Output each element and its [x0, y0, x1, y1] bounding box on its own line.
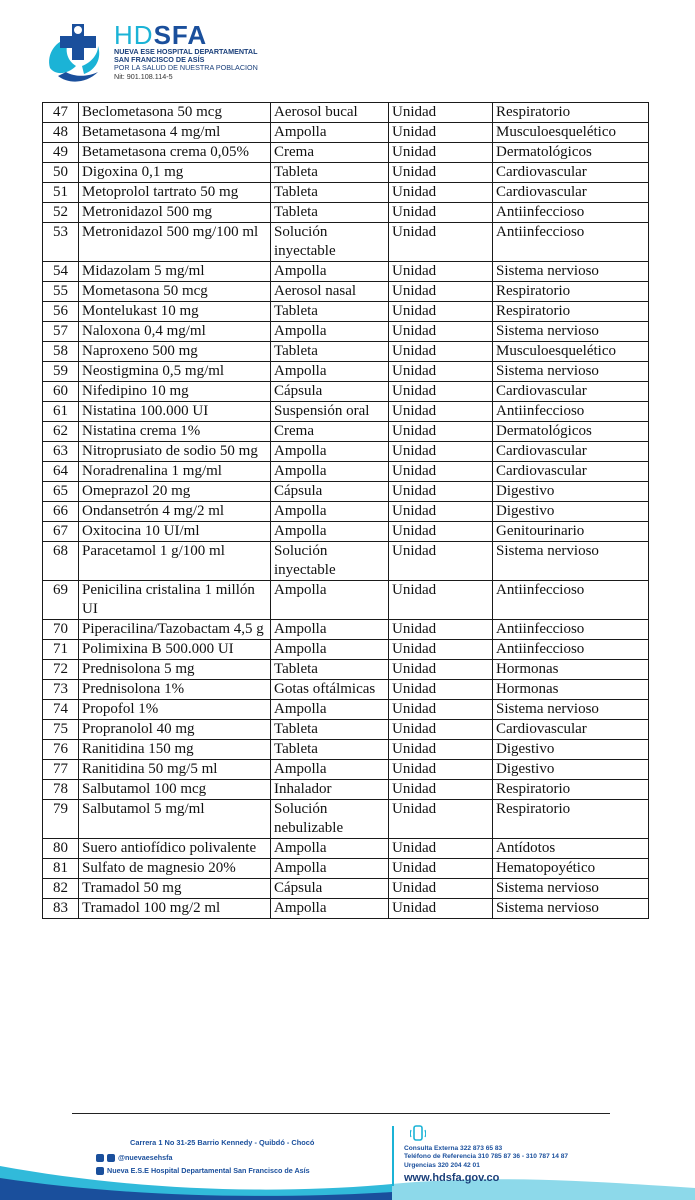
cell-row-number: 53 [43, 223, 79, 262]
cell-medication-name: Ranitidina 50 mg/5 ml [79, 760, 271, 780]
cell-medication-name: Metronidazol 500 mg/100 ml [79, 223, 271, 262]
cell-unit: Unidad [389, 522, 493, 542]
cell-pharmaceutical-form: Ampolla [271, 859, 389, 879]
table-row [43, 302, 649, 322]
table-row [43, 800, 649, 839]
cell-pharmaceutical-form: Crema [271, 143, 389, 163]
cell-therapeutic-group: Musculoesquelético [493, 123, 649, 143]
cell-unit: Unidad [389, 282, 493, 302]
cell-unit: Unidad [389, 482, 493, 502]
cell-unit: Unidad [389, 422, 493, 442]
cell-row-number: 66 [43, 502, 79, 522]
cell-medication-name: Montelukast 10 mg [79, 302, 271, 322]
cell-unit: Unidad [389, 760, 493, 780]
cell-row-number: 81 [43, 859, 79, 879]
cell-unit: Unidad [389, 402, 493, 422]
cell-unit: Unidad [389, 163, 493, 183]
cell-unit: Unidad [389, 839, 493, 859]
cell-unit: Unidad [389, 442, 493, 462]
cell-medication-name: Nitroprusiato de sodio 50 mg [79, 442, 271, 462]
facebook-icon [96, 1167, 104, 1175]
cell-medication-name: Betametasona 4 mg/ml [79, 123, 271, 143]
cell-therapeutic-group: Hormonas [493, 660, 649, 680]
table-row [43, 899, 649, 919]
cell-therapeutic-group: Cardiovascular [493, 382, 649, 402]
cell-therapeutic-group: Sistema nervioso [493, 322, 649, 342]
cell-pharmaceutical-form: Gotas oftálmicas [271, 680, 389, 700]
medication-table [42, 102, 649, 919]
table-row [43, 740, 649, 760]
cell-unit: Unidad [389, 462, 493, 482]
cell-medication-name: Ranitidina 150 mg [79, 740, 271, 760]
brand-name: HDSFA [114, 20, 208, 50]
cell-row-number: 83 [43, 899, 79, 919]
footer-social-name-row [96, 1165, 310, 1176]
table-row [43, 581, 649, 620]
phone-icon [410, 1124, 426, 1142]
cell-pharmaceutical-form: Inhalador [271, 780, 389, 800]
page-footer [0, 1126, 695, 1200]
cell-unit: Unidad [389, 123, 493, 143]
brand-nit: Nit: 901.108.114-5 [114, 71, 173, 81]
cell-medication-name: Oxitocina 10 UI/ml [79, 522, 271, 542]
table-row [43, 760, 649, 780]
table-row [43, 502, 649, 522]
cell-therapeutic-group: Respiratorio [493, 282, 649, 302]
cell-therapeutic-group: Genitourinario [493, 522, 649, 542]
cell-therapeutic-group: Hematopoyético [493, 859, 649, 879]
cell-unit: Unidad [389, 740, 493, 760]
cell-pharmaceutical-form: Tableta [271, 740, 389, 760]
cell-unit: Unidad [389, 780, 493, 800]
cell-row-number: 56 [43, 302, 79, 322]
footer-vertical-divider [392, 1126, 394, 1186]
page-header [42, 14, 442, 90]
cell-unit: Unidad [389, 342, 493, 362]
cell-row-number: 55 [43, 282, 79, 302]
cell-medication-name: Digoxina 0,1 mg [79, 163, 271, 183]
cell-pharmaceutical-form: Tableta [271, 302, 389, 322]
table-row [43, 183, 649, 203]
cell-row-number: 58 [43, 342, 79, 362]
cell-medication-name: Nistatina 100.000 UI [79, 402, 271, 422]
table-row [43, 462, 649, 482]
cell-pharmaceutical-form: Solución nebulizable [271, 800, 389, 839]
cell-row-number: 64 [43, 462, 79, 482]
cell-row-number: 67 [43, 522, 79, 542]
cell-unit: Unidad [389, 800, 493, 839]
table-row [43, 103, 649, 123]
cell-therapeutic-group: Sistema nervioso [493, 542, 649, 581]
cell-therapeutic-group: Cardiovascular [493, 442, 649, 462]
cell-medication-name: Prednisolona 1% [79, 680, 271, 700]
footer-social-handle: @nuevaesehsfa [118, 1153, 173, 1162]
cell-therapeutic-group: Sistema nervioso [493, 700, 649, 720]
brand-slogan: POR LA SALUD DE NUESTRA POBLACION [114, 63, 258, 73]
cell-therapeutic-group: Antiinfeccioso [493, 223, 649, 262]
cell-row-number: 78 [43, 780, 79, 800]
cell-therapeutic-group: Digestivo [493, 482, 649, 502]
cell-row-number: 59 [43, 362, 79, 382]
cell-therapeutic-group: Respiratorio [493, 103, 649, 123]
table-row [43, 680, 649, 700]
cell-row-number: 63 [43, 442, 79, 462]
cell-therapeutic-group: Antiinfeccioso [493, 402, 649, 422]
cell-pharmaceutical-form: Ampolla [271, 442, 389, 462]
cell-therapeutic-group: Cardiovascular [493, 183, 649, 203]
cell-row-number: 74 [43, 700, 79, 720]
cell-unit: Unidad [389, 581, 493, 620]
footer-contact-line-2: Teléfono de Referencia 310 785 87 36 - 310 787 14 87 [404, 1153, 569, 1161]
cell-medication-name: Noradrenalina 1 mg/ml [79, 462, 271, 482]
cell-therapeutic-group: Digestivo [493, 502, 649, 522]
footer-social-name: Nueva E.S.E Hospital Departamental San Francisco de Asís [107, 1166, 310, 1175]
footer-contact [404, 1145, 568, 1170]
cell-pharmaceutical-form: Aerosol nasal [271, 282, 389, 302]
cell-medication-name: Paracetamol 1 g/100 ml [79, 542, 271, 581]
cell-pharmaceutical-form: Tableta [271, 203, 389, 223]
cell-unit: Unidad [389, 262, 493, 282]
cell-medication-name: Prednisolona 5 mg [79, 660, 271, 680]
cell-row-number: 54 [43, 262, 79, 282]
hospital-logo-icon [42, 18, 108, 88]
cell-pharmaceutical-form: Ampolla [271, 123, 389, 143]
table-row [43, 620, 649, 640]
table-row [43, 282, 649, 302]
footer-contact-line-3: Urgencias 320 204 42 01 [404, 1161, 480, 1169]
footer-address: Carrera 1 No 31-25 Barrio Kennedy - Quibdó - Chocó [130, 1138, 315, 1147]
cell-medication-name: Salbutamol 100 mcg [79, 780, 271, 800]
cell-pharmaceutical-form: Ampolla [271, 362, 389, 382]
cell-unit: Unidad [389, 203, 493, 223]
cell-unit: Unidad [389, 302, 493, 322]
cell-row-number: 76 [43, 740, 79, 760]
cell-pharmaceutical-form: Solución inyectable [271, 223, 389, 262]
cell-pharmaceutical-form: Ampolla [271, 581, 389, 620]
brand-block [114, 22, 258, 81]
cell-therapeutic-group: Antiinfeccioso [493, 581, 649, 620]
table-row [43, 780, 649, 800]
table-row [43, 123, 649, 143]
cell-pharmaceutical-form: Cápsula [271, 382, 389, 402]
cell-pharmaceutical-form: Cápsula [271, 879, 389, 899]
cell-pharmaceutical-form: Tableta [271, 660, 389, 680]
cell-unit: Unidad [389, 899, 493, 919]
cell-medication-name: Metronidazol 500 mg [79, 203, 271, 223]
cell-therapeutic-group: Cardiovascular [493, 720, 649, 740]
table-row [43, 442, 649, 462]
cell-row-number: 50 [43, 163, 79, 183]
cell-unit: Unidad [389, 502, 493, 522]
table-row [43, 839, 649, 859]
cell-medication-name: Salbutamol 5 mg/ml [79, 800, 271, 839]
table-row [43, 700, 649, 720]
cell-medication-name: Tramadol 50 mg [79, 879, 271, 899]
cell-unit: Unidad [389, 103, 493, 123]
cell-unit: Unidad [389, 720, 493, 740]
footer-divider [72, 1113, 610, 1114]
cell-therapeutic-group: Cardiovascular [493, 163, 649, 183]
cell-pharmaceutical-form: Ampolla [271, 700, 389, 720]
cell-unit: Unidad [389, 620, 493, 640]
instagram-icon [96, 1154, 104, 1162]
cell-medication-name: Neostigmina 0,5 mg/ml [79, 362, 271, 382]
cell-therapeutic-group: Musculoesquelético [493, 342, 649, 362]
cell-therapeutic-group: Antiinfeccioso [493, 640, 649, 660]
footer-social-handle-row [96, 1152, 310, 1163]
cell-row-number: 61 [43, 402, 79, 422]
cell-unit: Unidad [389, 322, 493, 342]
table-row [43, 223, 649, 262]
table-row [43, 879, 649, 899]
cell-pharmaceutical-form: Tableta [271, 720, 389, 740]
cell-therapeutic-group: Antiinfeccioso [493, 620, 649, 640]
cell-medication-name: Ondansetrón 4 mg/2 ml [79, 502, 271, 522]
cell-therapeutic-group: Sistema nervioso [493, 899, 649, 919]
table-row [43, 163, 649, 183]
cell-medication-name: Propofol 1% [79, 700, 271, 720]
cell-unit: Unidad [389, 640, 493, 660]
cell-medication-name: Midazolam 5 mg/ml [79, 262, 271, 282]
cell-medication-name: Naloxona 0,4 mg/ml [79, 322, 271, 342]
cell-therapeutic-group: Sistema nervioso [493, 879, 649, 899]
cell-pharmaceutical-form: Aerosol bucal [271, 103, 389, 123]
cell-pharmaceutical-form: Tableta [271, 183, 389, 203]
cell-pharmaceutical-form: Ampolla [271, 522, 389, 542]
cell-therapeutic-group: Antiinfeccioso [493, 203, 649, 223]
table-row [43, 143, 649, 163]
table-row [43, 640, 649, 660]
cell-unit: Unidad [389, 879, 493, 899]
footer-website: www.hdsfa.gov.co [404, 1172, 500, 1184]
brand-line-2: SAN FRANCISCO DE ASÍS [114, 55, 205, 65]
cell-pharmaceutical-form: Solución inyectable [271, 542, 389, 581]
cell-row-number: 73 [43, 680, 79, 700]
cell-row-number: 71 [43, 640, 79, 660]
cell-row-number: 75 [43, 720, 79, 740]
cell-therapeutic-group: Sistema nervioso [493, 362, 649, 382]
table-row [43, 542, 649, 581]
cell-medication-name: Omeprazol 20 mg [79, 482, 271, 502]
table-row [43, 720, 649, 740]
table-row [43, 342, 649, 362]
cell-pharmaceutical-form: Tableta [271, 163, 389, 183]
table-row [43, 262, 649, 282]
footer-social [96, 1152, 310, 1178]
cell-unit: Unidad [389, 542, 493, 581]
cell-unit: Unidad [389, 362, 493, 382]
footer-contact-line-1: Consulta Externa 322 873 65 83 [404, 1145, 503, 1152]
cell-unit: Unidad [389, 859, 493, 879]
cell-therapeutic-group: Hormonas [493, 680, 649, 700]
cell-row-number: 47 [43, 103, 79, 123]
cell-pharmaceutical-form: Tableta [271, 342, 389, 362]
cell-row-number: 62 [43, 422, 79, 442]
cell-therapeutic-group: Digestivo [493, 760, 649, 780]
cell-medication-name: Nistatina crema 1% [79, 422, 271, 442]
cell-medication-name: Piperacilina/Tazobactam 4,5 g [79, 620, 271, 640]
cell-row-number: 52 [43, 203, 79, 223]
table-row [43, 402, 649, 422]
cell-medication-name: Betametasona crema 0,05% [79, 143, 271, 163]
cell-unit: Unidad [389, 680, 493, 700]
cell-row-number: 51 [43, 183, 79, 203]
cell-therapeutic-group: Respiratorio [493, 780, 649, 800]
cell-row-number: 80 [43, 839, 79, 859]
cell-therapeutic-group: Dermatológicos [493, 422, 649, 442]
cell-therapeutic-group: Sistema nervioso [493, 262, 649, 282]
cell-unit: Unidad [389, 183, 493, 203]
cell-row-number: 82 [43, 879, 79, 899]
cell-row-number: 57 [43, 322, 79, 342]
cell-pharmaceutical-form: Cápsula [271, 482, 389, 502]
cell-row-number: 77 [43, 760, 79, 780]
cell-pharmaceutical-form: Ampolla [271, 640, 389, 660]
cell-medication-name: Propranolol 40 mg [79, 720, 271, 740]
medication-table-body [43, 103, 649, 919]
table-row [43, 522, 649, 542]
cell-unit: Unidad [389, 382, 493, 402]
x-twitter-icon [107, 1154, 115, 1162]
cell-therapeutic-group: Dermatológicos [493, 143, 649, 163]
cell-therapeutic-group: Cardiovascular [493, 462, 649, 482]
cell-unit: Unidad [389, 223, 493, 262]
cell-medication-name: Naproxeno 500 mg [79, 342, 271, 362]
cell-row-number: 68 [43, 542, 79, 581]
cell-medication-name: Mometasona 50 mcg [79, 282, 271, 302]
cell-therapeutic-group: Digestivo [493, 740, 649, 760]
cell-medication-name: Beclometasona 50 mcg [79, 103, 271, 123]
cell-medication-name: Suero antiofídico polivalente [79, 839, 271, 859]
table-row [43, 382, 649, 402]
cell-pharmaceutical-form: Ampolla [271, 462, 389, 482]
cell-pharmaceutical-form: Ampolla [271, 839, 389, 859]
cell-row-number: 70 [43, 620, 79, 640]
cell-unit: Unidad [389, 700, 493, 720]
brand-line-1: NUEVA ESE HOSPITAL DEPARTAMENTAL [114, 47, 258, 56]
table-row [43, 422, 649, 442]
cell-medication-name: Tramadol 100 mg/2 ml [79, 899, 271, 919]
cell-pharmaceutical-form: Ampolla [271, 502, 389, 522]
cell-pharmaceutical-form: Ampolla [271, 899, 389, 919]
cell-pharmaceutical-form: Ampolla [271, 322, 389, 342]
cell-row-number: 65 [43, 482, 79, 502]
cell-pharmaceutical-form: Ampolla [271, 262, 389, 282]
table-row [43, 203, 649, 223]
table-row [43, 859, 649, 879]
cell-pharmaceutical-form: Ampolla [271, 620, 389, 640]
cell-medication-name: Polimixina B 500.000 UI [79, 640, 271, 660]
cell-medication-name: Nifedipino 10 mg [79, 382, 271, 402]
cell-therapeutic-group: Respiratorio [493, 800, 649, 839]
cell-medication-name: Metoprolol tartrato 50 mg [79, 183, 271, 203]
cell-therapeutic-group: Respiratorio [493, 302, 649, 322]
cell-row-number: 60 [43, 382, 79, 402]
cell-unit: Unidad [389, 660, 493, 680]
table-row [43, 322, 649, 342]
cell-row-number: 49 [43, 143, 79, 163]
cell-row-number: 48 [43, 123, 79, 143]
cell-pharmaceutical-form: Suspensión oral [271, 402, 389, 422]
table-row [43, 660, 649, 680]
cell-row-number: 69 [43, 581, 79, 620]
cell-medication-name: Penicilina cristalina 1 millón UI [79, 581, 271, 620]
table-row [43, 482, 649, 502]
cell-row-number: 72 [43, 660, 79, 680]
cell-pharmaceutical-form: Crema [271, 422, 389, 442]
cell-row-number: 79 [43, 800, 79, 839]
table-row [43, 362, 649, 382]
cell-pharmaceutical-form: Ampolla [271, 760, 389, 780]
cell-unit: Unidad [389, 143, 493, 163]
cell-medication-name: Sulfato de magnesio 20% [79, 859, 271, 879]
cell-therapeutic-group: Antídotos [493, 839, 649, 859]
